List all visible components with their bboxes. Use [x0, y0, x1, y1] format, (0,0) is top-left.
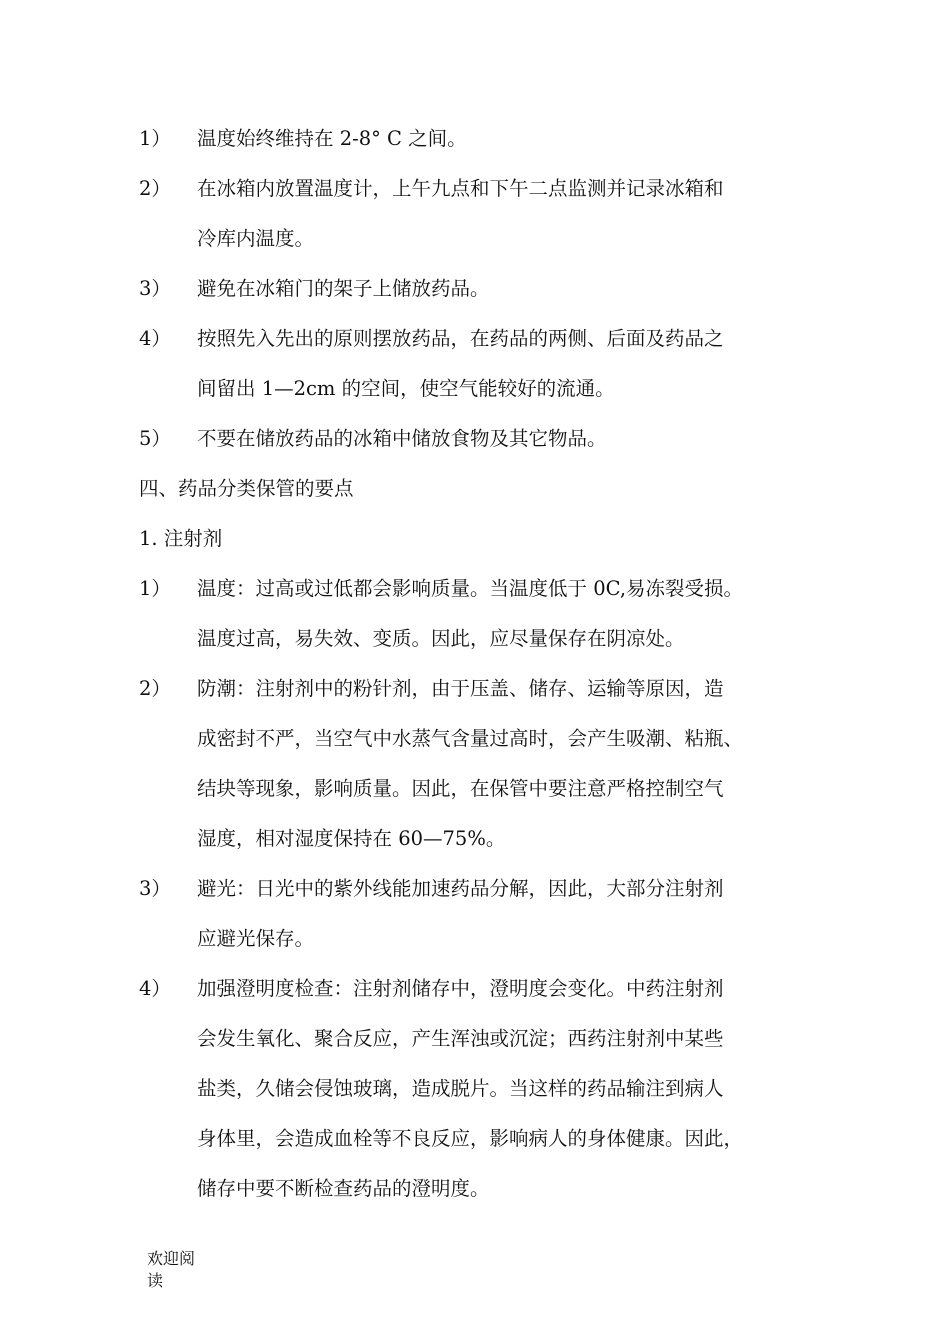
item-number: 1） — [139, 577, 171, 600]
item-text: 不要在储放药品的冰箱中储放食物及其它物品。 — [197, 427, 607, 450]
item-number: 2） — [139, 177, 171, 200]
item-text: 温度过高，易失效、变质。因此，应尽量保存在阴凉处。 — [197, 627, 685, 650]
item-text: 温度：过高或过低都会影响质量。当温度低于 0C,易冻裂受损。 — [197, 577, 744, 600]
item-text: 温度始终维持在 2-8° C 之间。 — [197, 127, 467, 150]
item-text: 避免在冰箱门的架子上储放药品。 — [197, 277, 490, 300]
item-text: 应避光保存。 — [197, 927, 315, 950]
item-text: 盐类，久储会侵蚀玻璃，造成脱片。当这样的药品输注到病人 — [197, 1077, 724, 1100]
item-text: 冷库内温度。 — [197, 227, 315, 250]
item-number: 3） — [139, 277, 171, 300]
item-text: 会发生氧化、聚合反应，产生浑浊或沉淀；西药注射剂中某些 — [197, 1027, 724, 1050]
item-text: 在冰箱内放置温度计，上午九点和下午二点监测并记录冰箱和 — [197, 177, 724, 200]
section-heading: 四、药品分类保管的要点 — [139, 477, 354, 500]
footer-text: 欢迎阅读 — [147, 1249, 196, 1290]
item-number: 4） — [139, 977, 171, 1000]
item-text: 避光：日光中的紫外线能加速药品分解，因此，大部分注射剂 — [197, 877, 724, 900]
item-text: 加强澄明度检查：注射剂储存中，澄明度会变化。中药注射剂 — [197, 977, 724, 1000]
item-number: 2） — [139, 677, 171, 700]
item-text: 身体里，会造成血栓等不良反应，影响病人的身体健康。因此， — [197, 1127, 744, 1150]
item-text: 间留出 1—2cm 的空间，使空气能较好的流通。 — [197, 377, 615, 400]
item-text: 结块等现象，影响质量。因此，在保管中要注意严格控制空气 — [197, 777, 724, 800]
item-text: 按照先入先出的原则摆放药品，在药品的两侧、后面及药品之 — [197, 327, 724, 350]
item-number: 4） — [139, 327, 171, 350]
item-text: 成密封不严，当空气中水蒸气含量过高时，会产生吸潮、粘瓶、 — [197, 727, 744, 750]
item-number: 1） — [139, 127, 171, 150]
item-text: 储存中要不断检查药品的澄明度。 — [197, 1177, 490, 1200]
item-text: 湿度，相对湿度保持在 60—75%。 — [197, 827, 506, 850]
item-text: 防潮：注射剂中的粉针剂，由于压盖、储存、运输等原因，造 — [197, 677, 724, 700]
subsection-heading: 1. 注射剂 — [139, 527, 223, 550]
item-number: 5） — [139, 427, 171, 450]
item-number: 3） — [139, 877, 171, 900]
